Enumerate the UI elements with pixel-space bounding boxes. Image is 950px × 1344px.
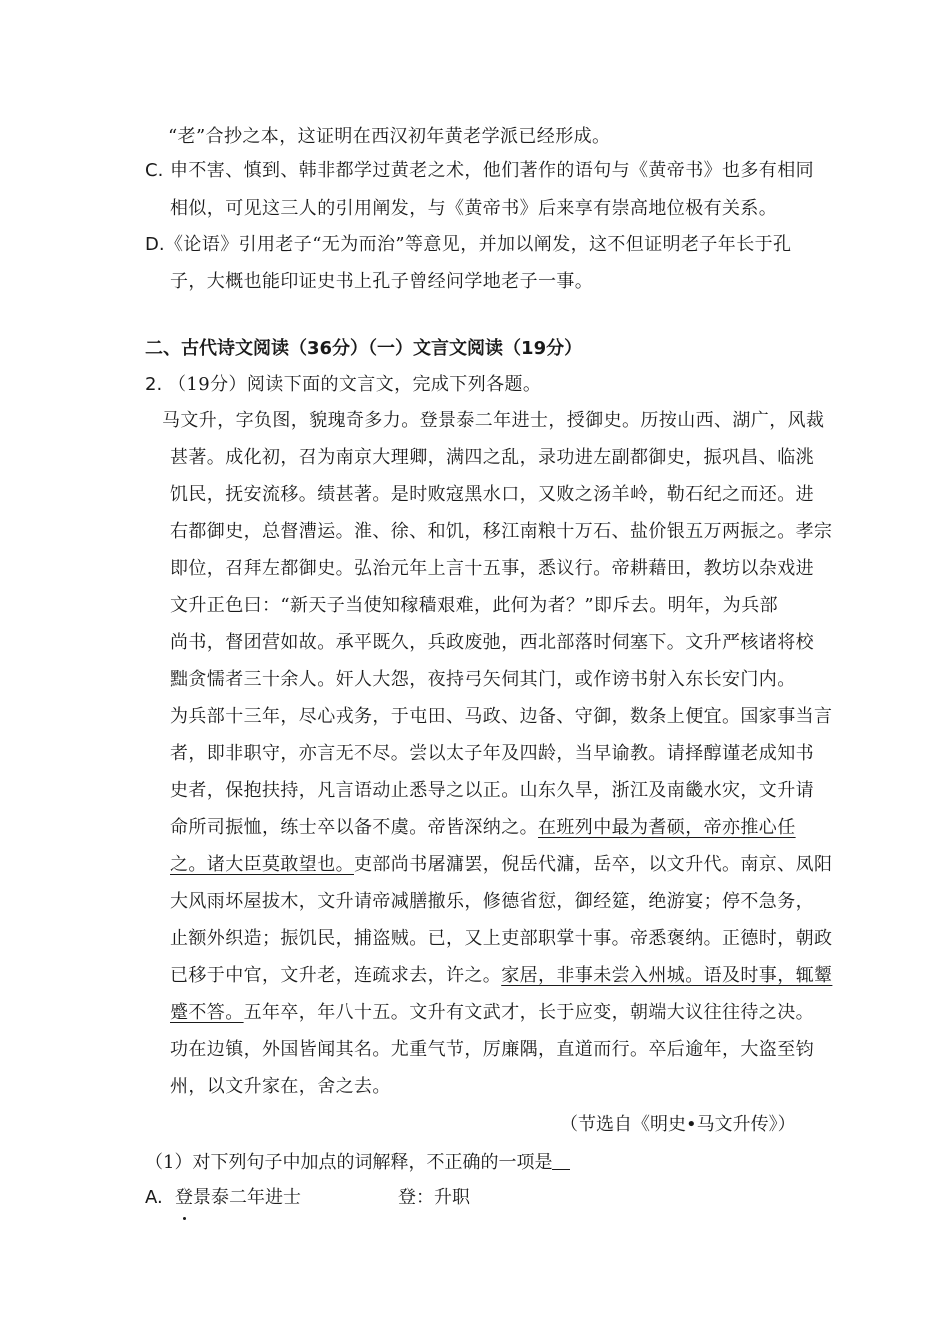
option-a-sentence-rest: 景泰二年进士 (193, 1187, 301, 1208)
passage-line: 即位，召拜左都御史。弘治元年上言十五事，悉议行。帝耕藉田，教坊以杂戏进 (170, 558, 814, 579)
option-c-line2: 相似，可见这三人的引用阐发，与《黄帝书》后来享有崇高地位极有关系。 (170, 198, 778, 219)
passage-line: 饥民，抚安流移。绩甚著。是时败寇黑水口，又败之汤羊岭，勒石纪之而还。进 (170, 484, 814, 505)
answer-blank[interactable] (552, 1153, 570, 1170)
passage-line: 黜贪懦者三十余人。奸人大怨，夜持弓矢伺其门，或作谤书射入东长安门内。 (170, 669, 796, 690)
passage-line (170, 816, 796, 840)
underlined-sentence: 在班列中最为耆硕，帝亦推心任 (538, 817, 796, 838)
passage-line (170, 964, 832, 988)
passage-text: 五年卒，年八十五。文升有文武才，长于应变，朝端大议往往待之决。 (243, 1002, 815, 1023)
passage-line: 者，即非职守，亦言无不尽。尝以太子年及四龄，当早谕教。请择醇谨老成知书 (170, 743, 814, 764)
underlined-sentence: 之。诸大臣莫敢望也。 (170, 854, 354, 875)
dotted-word: 登 (175, 1187, 193, 1208)
passage-source: （节选自《明史•马文升传》） (560, 1114, 796, 1135)
option-d-line1: 《论语》引用老子“无为而治”等意见，并加以阐发，这不但证明老子年长于孔 (165, 234, 792, 255)
passage-line (170, 1001, 814, 1025)
passage-line: 为兵部十三年，尽心戎务，于屯田、马政、边备、守御，数条上便宜。国家事当言 (170, 706, 833, 727)
question-2-prompt: （19分）阅读下面的文言文，完成下列各题。 (168, 374, 542, 395)
passage-line: 功在边镇，外国皆闻其名。尤重气节，厉廉隅，直道而行。卒后逾年，大盗至钧 (170, 1039, 814, 1060)
passage-text: 已移于中官，文升老，连疏求去，许之。 (170, 965, 502, 986)
question-2-number: 2. (145, 374, 163, 395)
option-a-meaning: 登：升职 (398, 1187, 470, 1208)
continued-option-text: “老”合抄之本，这证明在西汉初年黄老学派已经形成。 (168, 126, 611, 147)
section-heading: 二、古代诗文阅读（36分）（一）文言文阅读（19分） (145, 338, 583, 359)
option-d-label: D. (145, 234, 165, 255)
option-a-sentence (175, 1186, 301, 1210)
passage-line: 大风雨坏屋拔木，文升请帝减膳撤乐，修德省愆，御经筵，绝游宴；停不急务， (170, 891, 814, 912)
passage-line: 尚书，督团营如故。承平既久，兵政废弛，西北部落时伺塞下。文升严核诸将校 (170, 632, 814, 653)
passage-line: 史者，保抱扶持，凡言语动止悉导之以正。山东久旱，浙江及南畿水灾，文升请 (170, 780, 814, 801)
passage-line: 右都御史，总督漕运。淮、徐、和饥，移江南粮十万石、盐价银五万两振之。孝宗 (170, 521, 833, 542)
passage-line: 州，以文升家在，舍之去。 (170, 1076, 391, 1097)
passage-text: 吏部尚书屠滽罢，倪岳代滽，岳卒，以文升代。南京、凤阳 (354, 854, 833, 875)
option-c-line1: 申不害、慎到、韩非都学过黄老之术，他们著作的语句与《黄帝书》也多有相同 (170, 160, 814, 181)
passage-line: 文升正色曰：“新天子当使知稼穑艰难，此何为者？”即斥去。明年，为兵部 (170, 595, 779, 616)
passage-line (170, 853, 832, 877)
passage-line: 甚著。成化初，召为南京大理卿，满四之乱，录功进左副都御史，振巩昌、临洮 (170, 447, 814, 468)
sub-question-1-prompt (145, 1151, 570, 1175)
passage-line: 止额外织造；振饥民，捕盗贼。已，又上吏部职掌十事。帝悉褒纳。正德时，朝政 (170, 928, 833, 949)
passage-line: 马文升，字负图，貌瑰奇多力。登景泰二年进士，授御史。历按山西、湖广，风裁 (162, 410, 825, 431)
option-a-label: A. (145, 1187, 163, 1208)
option-d-line2: 子，大概也能印证史书上孔子曾经问学地老子一事。 (170, 271, 594, 292)
option-c-label: C. (145, 160, 164, 181)
underlined-sentence: 家居，非事未尝入州城。语及时事，辄颦 (501, 965, 833, 986)
underlined-sentence: 蹙不答。 (170, 1002, 244, 1023)
passage-text: 命所司振恤，练士卒以备不虞。帝皆深纳之。 (170, 817, 538, 838)
sub-question-1-text: （1）对下列句子中加点的词解释，不正确的一项是 (145, 1152, 553, 1173)
